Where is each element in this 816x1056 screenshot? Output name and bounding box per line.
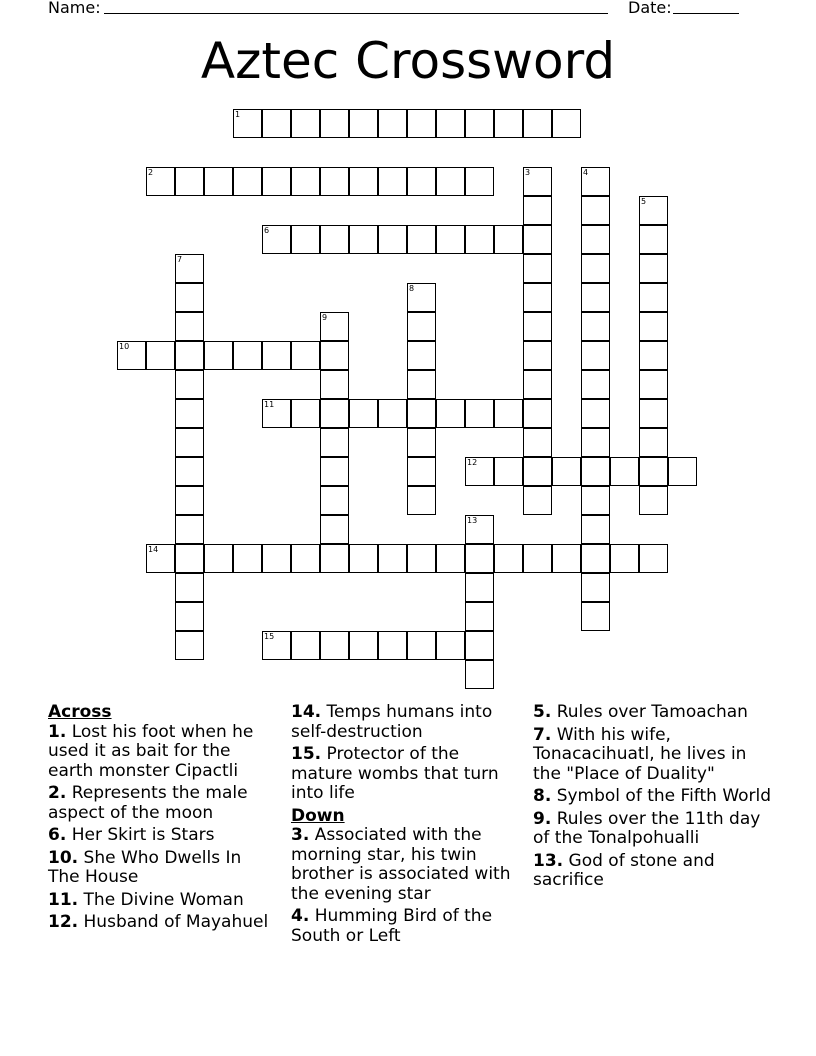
clue-text: Associated with the morning star, his twin brother is associated with the evening star	[291, 825, 511, 904]
clues-column-3	[533, 703, 773, 894]
grid-cell[interactable]	[465, 602, 494, 631]
grid-cell[interactable]	[262, 544, 291, 573]
grid-cell[interactable]	[175, 631, 204, 660]
grid-cell[interactable]	[349, 167, 378, 196]
clue-item	[533, 703, 773, 723]
grid-cell[interactable]	[407, 225, 436, 254]
grid-cell[interactable]	[523, 254, 552, 283]
grid-cell[interactable]	[639, 341, 668, 370]
cell-number: 2	[148, 168, 154, 177]
grid-cell[interactable]	[262, 167, 291, 196]
grid-cell[interactable]	[494, 225, 523, 254]
clue-number: 6.	[48, 825, 67, 845]
grid-cell[interactable]	[581, 283, 610, 312]
grid-cell[interactable]	[523, 109, 552, 138]
clue-item	[291, 907, 523, 946]
grid-cell[interactable]	[552, 457, 581, 486]
grid-cell[interactable]	[291, 109, 320, 138]
grid-cell[interactable]	[378, 109, 407, 138]
grid-cell[interactable]	[523, 283, 552, 312]
grid-cell[interactable]	[262, 341, 291, 370]
clue-text: Rules over Tamoachan	[551, 702, 748, 722]
grid-cell[interactable]	[639, 370, 668, 399]
grid-cell[interactable]	[523, 312, 552, 341]
grid-cell[interactable]	[262, 399, 291, 428]
grid-cell[interactable]	[523, 370, 552, 399]
grid-cell[interactable]	[320, 225, 349, 254]
down-heading: Down	[291, 805, 345, 826]
grid-cell[interactable]	[262, 109, 291, 138]
grid-cell[interactable]	[639, 254, 668, 283]
grid-cell[interactable]	[581, 602, 610, 631]
grid-cell[interactable]	[175, 254, 204, 283]
grid-cell[interactable]	[349, 544, 378, 573]
grid-cell[interactable]	[494, 109, 523, 138]
clue-item	[291, 703, 523, 742]
grid-cell[interactable]	[407, 631, 436, 660]
clue-text: Protector of the mature wombs that turn into life	[291, 744, 499, 803]
grid-cell[interactable]	[320, 544, 349, 573]
grid-cell[interactable]	[552, 544, 581, 573]
clue-text: Husband of Mayahuel	[78, 912, 269, 932]
grid-cell[interactable]	[639, 399, 668, 428]
grid-cell[interactable]	[465, 457, 494, 486]
page-title: Aztec Crossword	[200, 32, 616, 90]
grid-cell[interactable]	[639, 312, 668, 341]
grid-cell[interactable]	[465, 660, 494, 689]
grid-cell[interactable]	[523, 341, 552, 370]
grid-cell[interactable]	[581, 573, 610, 602]
grid-cell[interactable]	[175, 341, 204, 370]
clue-text: Her Skirt is Stars	[66, 825, 215, 845]
grid-cell[interactable]	[407, 370, 436, 399]
cell-number: 10	[119, 342, 130, 351]
grid-cell[interactable]	[639, 544, 668, 573]
grid-cell[interactable]	[291, 399, 320, 428]
grid-cell[interactable]	[465, 399, 494, 428]
grid-cell[interactable]	[407, 486, 436, 515]
cell-number: 5	[641, 197, 647, 206]
cell-number: 11	[264, 400, 275, 409]
grid-cell[interactable]	[436, 399, 465, 428]
clue-item	[48, 891, 278, 911]
clue-item	[291, 826, 523, 904]
grid-cell[interactable]	[436, 544, 465, 573]
grid-cell[interactable]	[175, 573, 204, 602]
grid-cell[interactable]	[465, 515, 494, 544]
grid-cell[interactable]	[523, 544, 552, 573]
clue-item	[533, 787, 773, 807]
clue-number: 11.	[48, 889, 79, 910]
grid-cell[interactable]	[378, 631, 407, 660]
grid-cell[interactable]	[465, 631, 494, 660]
clue-number: 3.	[291, 825, 310, 845]
grid-cell[interactable]	[407, 341, 436, 370]
grid-cell[interactable]	[581, 370, 610, 399]
clue-text: Lost his foot when he used it as bait for the earth monster Cipactli	[48, 721, 254, 781]
grid-cell[interactable]	[233, 109, 262, 138]
grid-cell[interactable]	[349, 631, 378, 660]
clue-text: Symbol of the Fifth World	[551, 786, 772, 806]
grid-cell[interactable]	[581, 341, 610, 370]
cell-number: 9	[322, 313, 328, 322]
grid-cell[interactable]	[378, 225, 407, 254]
clue-number: 7.	[533, 724, 552, 745]
grid-cell[interactable]	[320, 428, 349, 457]
across-heading: Across	[48, 702, 112, 722]
grid-cell[interactable]	[349, 109, 378, 138]
clue-item	[533, 810, 773, 849]
grid-cell[interactable]	[523, 399, 552, 428]
grid-cell[interactable]	[378, 167, 407, 196]
grid-cell[interactable]	[436, 167, 465, 196]
grid-cell[interactable]	[581, 457, 610, 486]
cell-number: 6	[264, 226, 270, 235]
grid-cell[interactable]	[407, 457, 436, 486]
grid-cell[interactable]	[581, 544, 610, 573]
grid-cell[interactable]	[320, 167, 349, 196]
grid-cell[interactable]	[639, 428, 668, 457]
clue-item	[291, 745, 523, 804]
grid-cell[interactable]	[204, 167, 233, 196]
clue-number: 5.	[533, 702, 552, 722]
grid-cell[interactable]	[175, 370, 204, 399]
grid-cell[interactable]	[407, 283, 436, 312]
grid-cell[interactable]	[639, 457, 668, 486]
grid-cell[interactable]	[291, 225, 320, 254]
grid-cell[interactable]	[581, 515, 610, 544]
grid-cell[interactable]	[494, 457, 523, 486]
cell-number: 8	[409, 284, 415, 293]
cell-number: 14	[148, 545, 159, 554]
clue-item	[48, 849, 278, 888]
name-label: Name:	[48, 0, 101, 17]
clue-text: God of stone and sacrifice	[533, 850, 715, 890]
down-clue-list	[291, 826, 523, 946]
clue-text: Rules over the 11th day of the Tonalpohualli	[533, 808, 761, 848]
grid-cell[interactable]	[320, 399, 349, 428]
grid-cell[interactable]	[175, 428, 204, 457]
clue-number: 12.	[48, 912, 79, 932]
grid-cell[interactable]	[436, 225, 465, 254]
grid-cell[interactable]	[233, 167, 262, 196]
grid-cell[interactable]	[639, 283, 668, 312]
grid-cell[interactable]	[639, 486, 668, 515]
grid-cell[interactable]	[291, 167, 320, 196]
clue-number: 15.	[291, 744, 322, 764]
grid-cell[interactable]	[320, 312, 349, 341]
grid-cell[interactable]	[523, 428, 552, 457]
grid-cell[interactable]	[233, 341, 262, 370]
grid-cell[interactable]	[407, 109, 436, 138]
clue-number: 9.	[533, 808, 552, 829]
clue-number: 2.	[48, 783, 67, 803]
clue-item	[533, 726, 773, 785]
grid-cell[interactable]	[291, 341, 320, 370]
grid-cell[interactable]	[320, 341, 349, 370]
grid-cell[interactable]	[581, 225, 610, 254]
grid-cell[interactable]	[610, 544, 639, 573]
grid-cell[interactable]	[378, 544, 407, 573]
grid-cell[interactable]	[175, 312, 204, 341]
grid-cell[interactable]	[581, 196, 610, 225]
clue-item	[533, 852, 773, 891]
clue-number: 14.	[291, 702, 322, 722]
grid-cell[interactable]	[494, 399, 523, 428]
grid-cell[interactable]	[581, 167, 610, 196]
grid-cell[interactable]	[523, 167, 552, 196]
grid-cell[interactable]	[175, 399, 204, 428]
grid-cell[interactable]	[175, 167, 204, 196]
grid-cell[interactable]	[175, 283, 204, 312]
cell-number: 12	[467, 458, 478, 467]
grid-cell[interactable]	[436, 109, 465, 138]
cell-number: 13	[467, 516, 478, 525]
across-clue-list	[48, 723, 278, 933]
grid-cell[interactable]	[320, 486, 349, 515]
grid-cell[interactable]	[146, 167, 175, 196]
grid-cell[interactable]	[407, 544, 436, 573]
grid-cell[interactable]	[581, 399, 610, 428]
grid-cell[interactable]	[523, 457, 552, 486]
grid-cell[interactable]	[117, 341, 146, 370]
grid-cell[interactable]	[639, 225, 668, 254]
clues-column-2	[291, 703, 523, 949]
grid-cell[interactable]	[436, 631, 465, 660]
grid-cell[interactable]	[175, 544, 204, 573]
cell-number: 1	[235, 110, 241, 119]
grid-cell[interactable]	[378, 399, 407, 428]
grid-cell[interactable]	[175, 602, 204, 631]
grid-cell[interactable]	[349, 225, 378, 254]
cell-number: 3	[525, 168, 531, 177]
cell-number: 15	[264, 632, 275, 641]
grid-cell[interactable]	[146, 341, 175, 370]
clue-text: Temps humans into self-destruction	[291, 702, 493, 742]
grid-cell[interactable]	[320, 515, 349, 544]
grid-cell[interactable]	[349, 399, 378, 428]
grid-cell[interactable]	[320, 370, 349, 399]
grid-cell[interactable]	[407, 399, 436, 428]
grid-cell[interactable]	[639, 196, 668, 225]
clue-number: 13.	[533, 850, 564, 871]
grid-cell[interactable]	[465, 167, 494, 196]
down-clue-list-continued	[533, 703, 773, 891]
grid-cell[interactable]	[465, 225, 494, 254]
grid-cell[interactable]	[320, 631, 349, 660]
grid-cell[interactable]	[175, 486, 204, 515]
grid-cell[interactable]	[465, 544, 494, 573]
cell-number: 7	[177, 255, 183, 264]
grid-cell[interactable]	[407, 167, 436, 196]
grid-cell[interactable]	[523, 486, 552, 515]
across-clue-list-continued	[291, 703, 523, 804]
clue-text: Represents the male aspect of the moon	[48, 783, 248, 823]
grid-cell[interactable]	[494, 544, 523, 573]
grid-cell[interactable]	[320, 457, 349, 486]
clue-text: With his wife, Tonacacihuatl, he lives in the "Place of Duality"	[533, 724, 747, 784]
clues-column-1	[48, 703, 278, 936]
grid-cell[interactable]	[175, 515, 204, 544]
grid-cell[interactable]	[262, 631, 291, 660]
grid-cell[interactable]	[204, 544, 233, 573]
grid-cell[interactable]	[581, 254, 610, 283]
grid-cell[interactable]	[668, 457, 697, 486]
clue-item	[48, 784, 278, 823]
grid-cell[interactable]	[552, 109, 581, 138]
grid-cell[interactable]	[291, 631, 320, 660]
grid-cell[interactable]	[465, 109, 494, 138]
grid-cell[interactable]	[407, 312, 436, 341]
clue-number: 1.	[48, 721, 67, 742]
grid-cell[interactable]	[465, 573, 494, 602]
grid-cell[interactable]	[146, 544, 175, 573]
clue-item	[48, 913, 278, 933]
grid-cell[interactable]	[175, 457, 204, 486]
clue-text: She Who Dwells In The House	[48, 847, 242, 887]
grid-cell[interactable]	[407, 428, 436, 457]
clue-number: 8.	[533, 786, 552, 806]
grid-cell[interactable]	[204, 341, 233, 370]
grid-cell[interactable]	[320, 109, 349, 138]
grid-cell[interactable]	[233, 544, 262, 573]
clue-text: The Divine Woman	[78, 889, 244, 910]
grid-cell[interactable]	[581, 486, 610, 515]
clue-text: Humming Bird of the South or Left	[291, 906, 493, 946]
grid-cell[interactable]	[262, 225, 291, 254]
clue-item	[48, 723, 278, 782]
grid-cell[interactable]	[523, 196, 552, 225]
grid-cell[interactable]	[523, 225, 552, 254]
grid-cell[interactable]	[581, 312, 610, 341]
grid-cell[interactable]	[581, 428, 610, 457]
grid-cell[interactable]	[610, 457, 639, 486]
grid-cell[interactable]	[291, 544, 320, 573]
cell-number: 4	[583, 168, 589, 177]
clue-number: 10.	[48, 847, 79, 868]
date-label: Date:	[628, 0, 672, 17]
clue-number: 4.	[291, 906, 310, 926]
clue-item	[48, 826, 278, 846]
